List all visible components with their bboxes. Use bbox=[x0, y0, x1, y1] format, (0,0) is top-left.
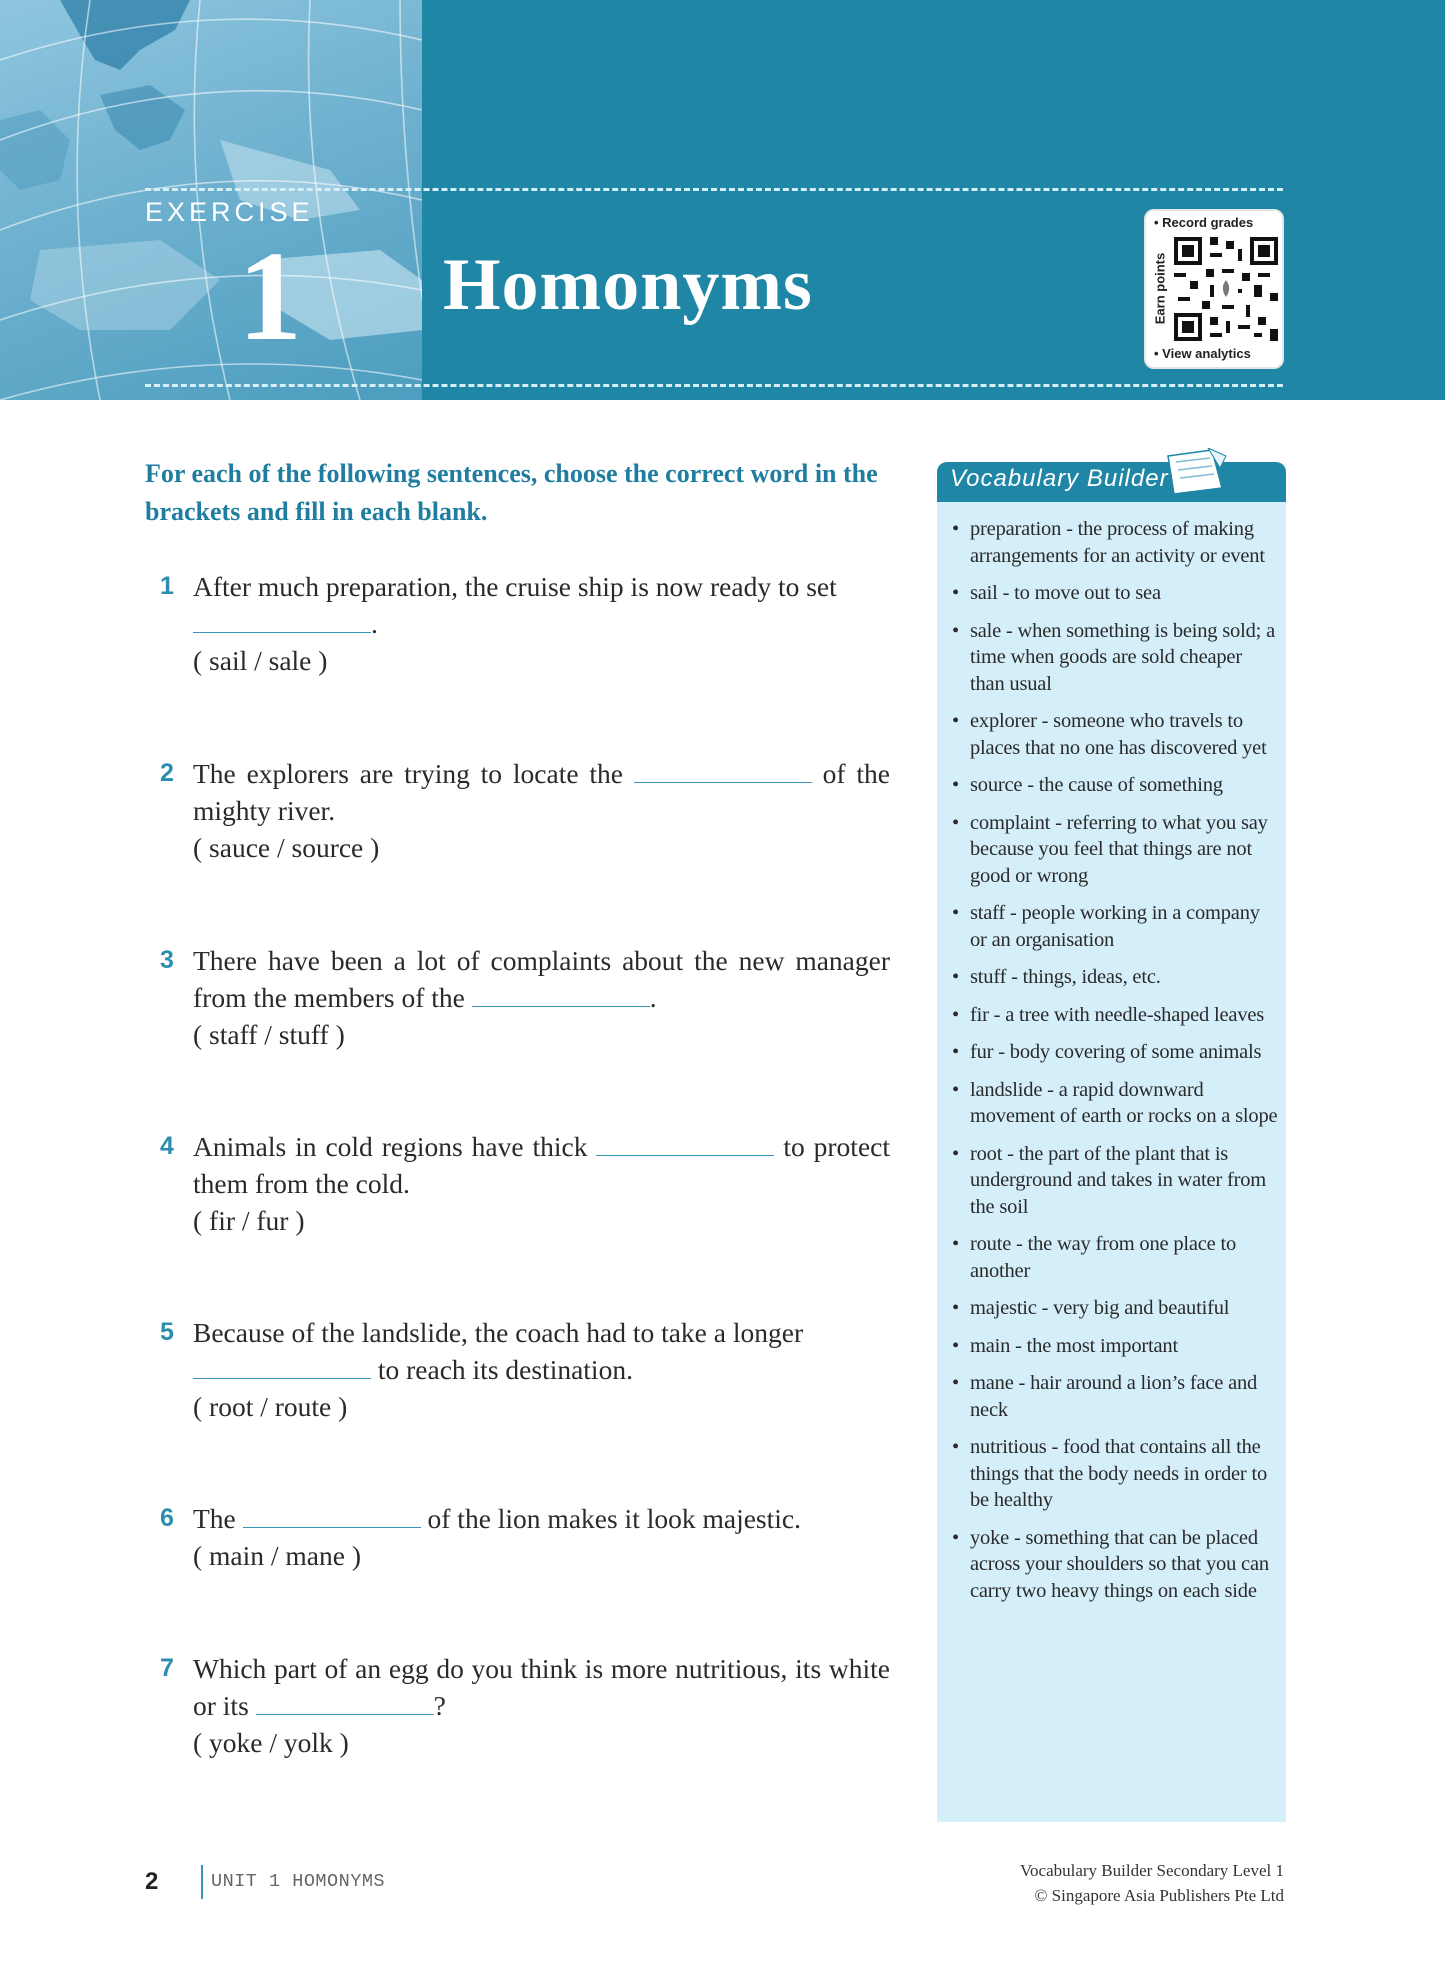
question-1 bbox=[145, 568, 890, 679]
vocabulary-item: • sail - to move out to sea bbox=[950, 580, 1280, 607]
answer-blank[interactable] bbox=[634, 759, 812, 783]
question-text: The of the lion makes it look majestic. bbox=[193, 1503, 801, 1534]
question-4 bbox=[145, 1128, 890, 1239]
vocabulary-item: • yoke - something that can be placed across your shoulders so that you can carry two heavy things on each side bbox=[950, 1525, 1280, 1605]
book-title: Vocabulary Builder Secondary Level 1 bbox=[1019, 1861, 1284, 1880]
word-options: ( root / route ) bbox=[193, 1391, 348, 1422]
vocabulary-item: • source - the cause of something bbox=[950, 772, 1280, 799]
answer-blank[interactable] bbox=[596, 1132, 774, 1156]
book-info bbox=[1020, 1858, 1284, 1908]
question-number: 6 bbox=[160, 1504, 174, 1532]
exercise-number: 1 bbox=[238, 225, 302, 367]
qr-earn-points-label: Earn points bbox=[1152, 252, 1168, 325]
word-options: ( staff / stuff ) bbox=[193, 1019, 345, 1050]
answer-blank[interactable] bbox=[243, 1504, 421, 1528]
question-text: Animals in cold regions have thick to protect them from the cold. bbox=[193, 1131, 891, 1199]
copyright: © Singapore Asia Publishers Pte Ltd bbox=[1034, 1886, 1284, 1905]
word-options: ( yoke / yolk ) bbox=[193, 1727, 349, 1758]
vocabulary-item: • root - the part of the plant that is underground and takes in water from the soil bbox=[950, 1141, 1280, 1221]
word-options: ( main / mane ) bbox=[193, 1540, 361, 1571]
page-title: Homonyms bbox=[443, 244, 813, 326]
header-divider-bottom bbox=[145, 384, 1283, 387]
answer-blank[interactable] bbox=[256, 1691, 434, 1715]
question-6 bbox=[145, 1500, 890, 1574]
vocabulary-item: • nutritious - food that contains all the things that the body needs in order to be healthy bbox=[950, 1434, 1280, 1514]
vocabulary-item: • complaint - referring to what you say because you feel that things are not good or wrong bbox=[950, 810, 1280, 890]
question-number: 5 bbox=[160, 1318, 174, 1346]
word-options: ( fir / fur ) bbox=[193, 1205, 305, 1236]
vocabulary-item: • mane - hair around a lion’s face and neck bbox=[950, 1370, 1280, 1423]
vocabulary-list bbox=[950, 516, 1280, 1615]
qr-view-analytics-label: • View analytics bbox=[1154, 346, 1251, 361]
word-options: ( sail / sale ) bbox=[193, 645, 328, 676]
vocabulary-item: • majestic - very big and beautiful bbox=[950, 1295, 1280, 1322]
question-number: 4 bbox=[160, 1132, 174, 1160]
question-text: Which part of an egg do you think is more nutritious, its white or its ? bbox=[193, 1653, 890, 1721]
qr-card[interactable] bbox=[1144, 209, 1284, 369]
vocabulary-item: • preparation - the process of making arrangements for an activity or event bbox=[950, 516, 1280, 569]
question-number: 3 bbox=[160, 946, 174, 974]
question-2 bbox=[145, 755, 890, 866]
question-text: There have been a lot of complaints about the new manager from the members of the . bbox=[193, 945, 890, 1013]
question-3 bbox=[145, 942, 890, 1053]
unit-label: UNIT 1 HOMONYMS bbox=[211, 1871, 386, 1892]
question-number: 1 bbox=[160, 572, 174, 600]
qr-record-grades-label: • Record grades bbox=[1154, 215, 1254, 230]
instructions: For each of the following sentences, choose the correct word in the brackets and fill in each blank. bbox=[145, 459, 878, 526]
header-banner bbox=[0, 0, 1445, 400]
vocabulary-item: • sale - when something is being sold; a time when goods are sold cheaper than usual bbox=[950, 618, 1280, 698]
question-text: The explorers are trying to locate the of the mighty river. bbox=[193, 758, 891, 826]
vocabulary-item: • fir - a tree with needle-shaped leaves bbox=[950, 1002, 1280, 1029]
header-divider-top bbox=[145, 188, 1283, 191]
vocabulary-item: • staff - people working in a company or an organisation bbox=[950, 900, 1280, 953]
exercise-label: EXERCISE bbox=[145, 197, 314, 227]
question-5 bbox=[145, 1314, 890, 1425]
question-text: Because of the landslide, the coach had to take a longer to reach its destination. bbox=[193, 1317, 804, 1385]
page-number: 2 bbox=[145, 1868, 159, 1895]
vocabulary-title: Vocabulary Builder bbox=[950, 465, 1169, 492]
vocabulary-item: • route - the way from one place to another bbox=[950, 1231, 1280, 1284]
vocabulary-item: • landslide - a rapid downward movement of earth or rocks on a slope bbox=[950, 1077, 1280, 1130]
word-options: ( sauce / source ) bbox=[193, 832, 380, 863]
question-7 bbox=[145, 1650, 890, 1761]
question-number: 7 bbox=[160, 1654, 174, 1682]
vocabulary-item: • main - the most important bbox=[950, 1333, 1280, 1360]
question-text: After much preparation, the cruise ship is now ready to set . bbox=[193, 571, 837, 639]
answer-blank[interactable] bbox=[193, 609, 371, 633]
notepad-icon bbox=[1160, 448, 1230, 496]
qr-code-icon[interactable] bbox=[1174, 237, 1278, 341]
answer-blank[interactable] bbox=[472, 983, 650, 1007]
question-number: 2 bbox=[160, 759, 174, 787]
answer-blank[interactable] bbox=[193, 1355, 371, 1379]
footer-divider bbox=[201, 1865, 203, 1899]
vocabulary-item: • explorer - someone who travels to places that no one has discovered yet bbox=[950, 708, 1280, 761]
vocabulary-item: • stuff - things, ideas, etc. bbox=[950, 964, 1280, 991]
vocabulary-item: • fur - body covering of some animals bbox=[950, 1039, 1280, 1066]
